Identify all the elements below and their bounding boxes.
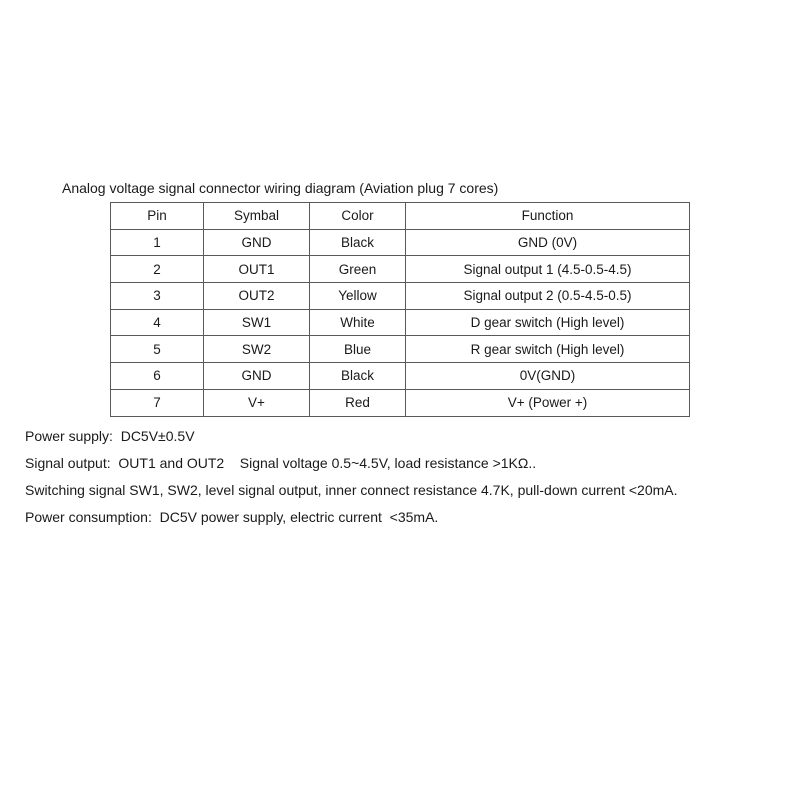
cell-pin: 6 — [111, 363, 204, 390]
cell-pin: 4 — [111, 309, 204, 336]
cell-symbal: SW2 — [204, 336, 310, 363]
column-header-color: Color — [310, 203, 406, 230]
wiring-table — [110, 202, 690, 417]
cell-function: Signal output 2 (0.5-4.5-0.5) — [406, 283, 690, 310]
cell-pin: 2 — [111, 256, 204, 283]
page-title: Analog voltage signal connector wiring diagram (Aviation plug 7 cores) — [62, 180, 499, 196]
cell-symbal: GND — [204, 363, 310, 390]
note-line-1: Power supply: DC5V±0.5V — [25, 428, 195, 444]
cell-symbal: OUT2 — [204, 283, 310, 310]
cell-color: Green — [310, 256, 406, 283]
cell-pin: 3 — [111, 283, 204, 310]
cell-pin: 5 — [111, 336, 204, 363]
table-row-pin-7 — [111, 389, 690, 416]
cell-symbal: GND — [204, 229, 310, 256]
cell-pin: 7 — [111, 389, 204, 416]
note-line-2: Signal output: OUT1 and OUT2 Signal voltage 0.5~4.5V, load resistance >1KΩ.. — [25, 455, 537, 471]
column-header-symbal: Symbal — [204, 203, 310, 230]
spec-notes — [25, 423, 678, 531]
table-row-pin-3 — [111, 283, 690, 310]
table-row-pin-1 — [111, 229, 690, 256]
table-body — [111, 229, 690, 416]
cell-color: Yellow — [310, 283, 406, 310]
table-header — [111, 203, 690, 230]
table-row-pin-5 — [111, 336, 690, 363]
cell-symbal: OUT1 — [204, 256, 310, 283]
table-row-pin-4 — [111, 309, 690, 336]
cell-symbal: SW1 — [204, 309, 310, 336]
table-row-pin-2 — [111, 256, 690, 283]
cell-symbal: V+ — [204, 389, 310, 416]
cell-pin: 1 — [111, 229, 204, 256]
table-header-row — [111, 203, 690, 230]
note-line-4: Power consumption: DC5V power supply, electric current <35mA. — [25, 509, 439, 525]
cell-function: D gear switch (High level) — [406, 309, 690, 336]
cell-color: Black — [310, 229, 406, 256]
cell-function: Signal output 1 (4.5-0.5-4.5) — [406, 256, 690, 283]
cell-function: V+ (Power +) — [406, 389, 690, 416]
cell-color: Blue — [310, 336, 406, 363]
cell-function: 0V(GND) — [406, 363, 690, 390]
cell-function: GND (0V) — [406, 229, 690, 256]
column-header-function: Function — [406, 203, 690, 230]
table-row-pin-6 — [111, 363, 690, 390]
cell-color: Red — [310, 389, 406, 416]
cell-color: White — [310, 309, 406, 336]
column-header-pin: Pin — [111, 203, 204, 230]
note-line-3: Switching signal SW1, SW2, level signal output, inner connect resistance 4.7K, pull-down current <20mA. — [25, 482, 678, 498]
cell-function: R gear switch (High level) — [406, 336, 690, 363]
cell-color: Black — [310, 363, 406, 390]
